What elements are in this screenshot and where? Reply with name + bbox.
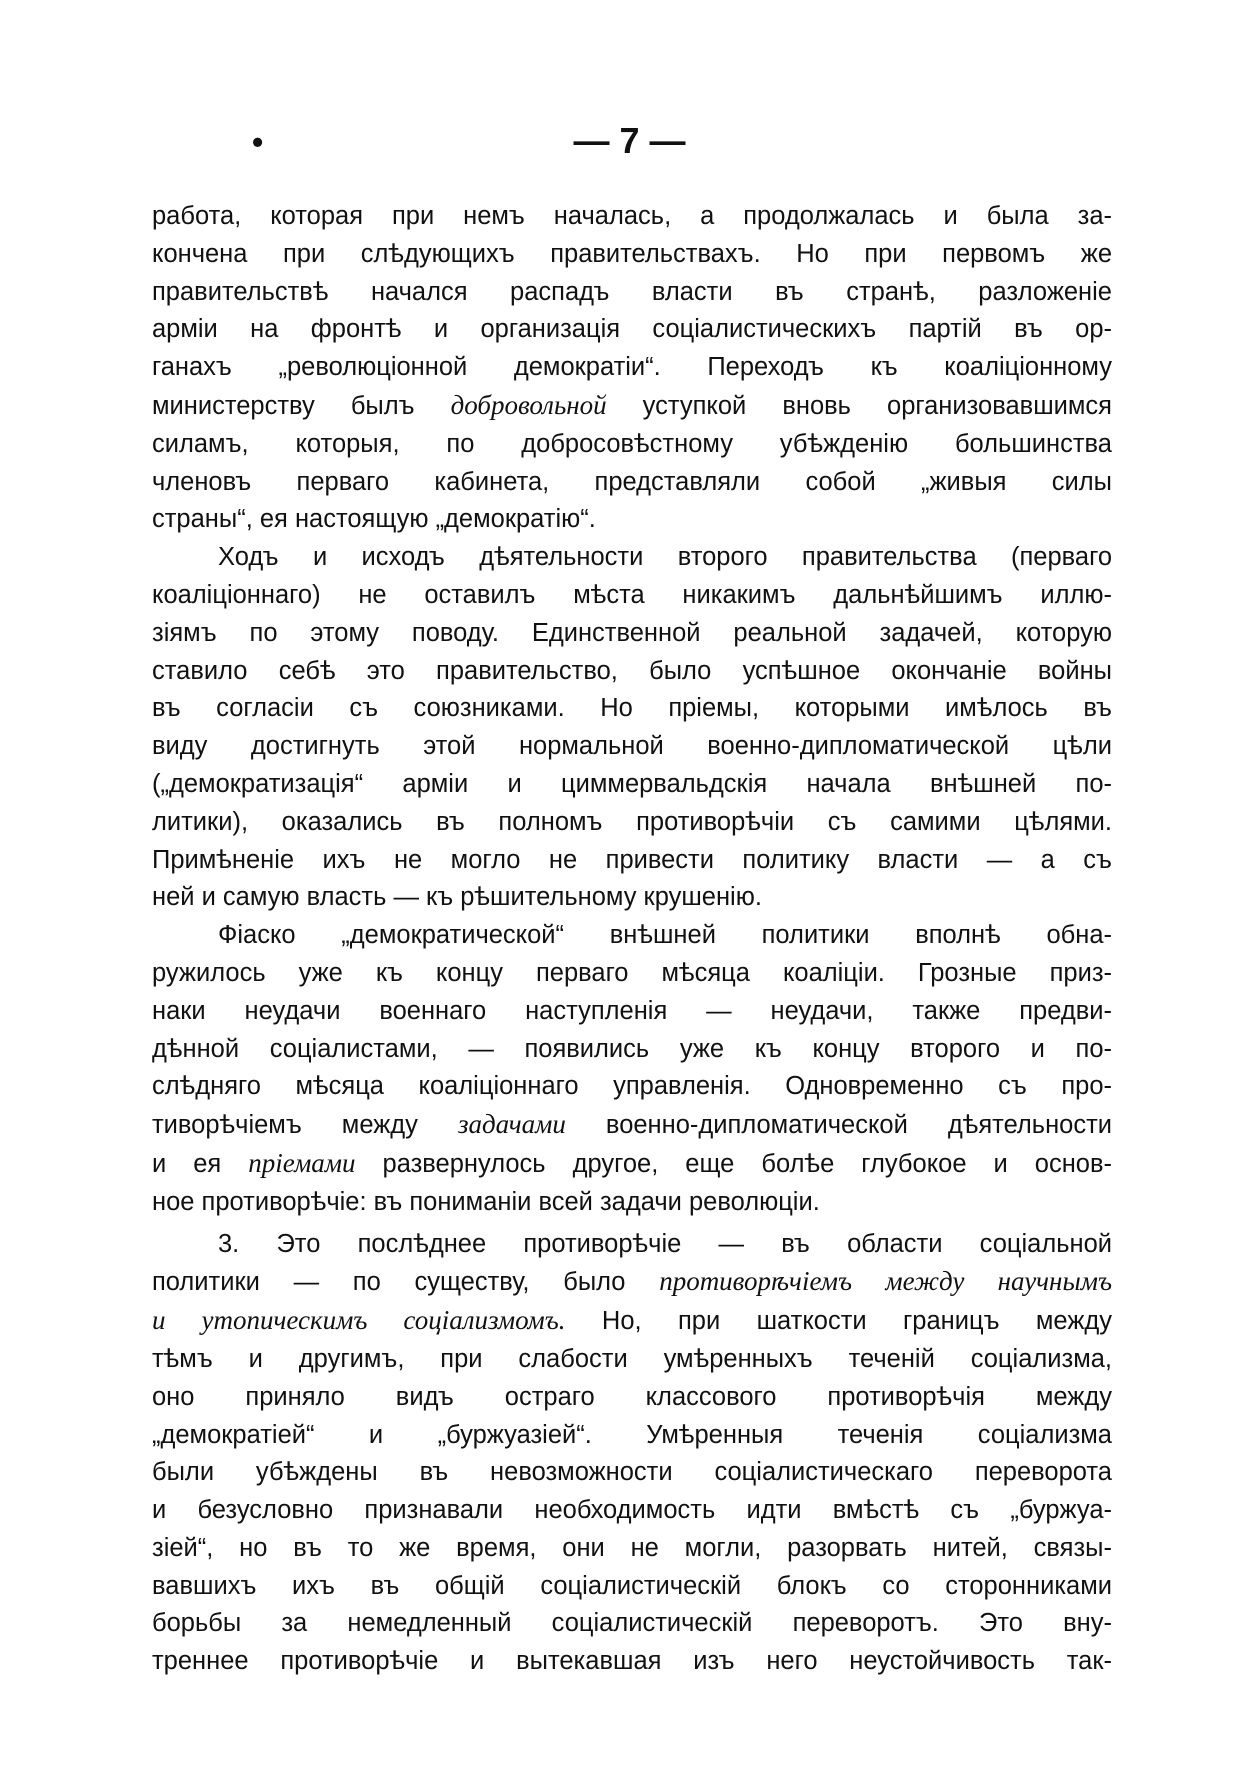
text-line: силамъ, которыя, по добросовѣстному убѣжденію большинства bbox=[152, 429, 1112, 458]
text-line bbox=[152, 1106, 1112, 1145]
text-segment: военно-дипломатической дѣятельности bbox=[565, 1111, 1112, 1140]
text-line: тѣмъ и другимъ, при слабости умѣренныхъ теченій соціализма, bbox=[152, 1344, 1112, 1373]
text-line: литики), оказались въ полномъ противорѣчіи съ самими цѣлями. bbox=[152, 807, 1112, 836]
text-line: слѣдняго мѣсяца коаліціоннаго управленія. Одновременно съ про- bbox=[152, 1072, 1112, 1101]
text-segment: политики — по существу, было bbox=[152, 1268, 660, 1297]
text-line bbox=[152, 387, 1112, 426]
text-line bbox=[152, 1302, 1112, 1341]
text-segment: тиворѣчіемъ между bbox=[152, 1111, 458, 1140]
text-segment: развернулось другое, еще болѣе глубокое и основ- bbox=[355, 1149, 1112, 1178]
text-line: ганахъ „революціонной демократіи“. Переходъ къ коаліціонному bbox=[152, 353, 1112, 382]
text-line: Ходъ и исходъ дѣятельности второго правительства (перваго bbox=[218, 543, 1112, 572]
italic-text: противорѣчіемъ между научнымъ bbox=[659, 1266, 1112, 1297]
text-line: Примѣненіе ихъ не могло не привести политику власти — а съ bbox=[152, 845, 1112, 874]
text-line: Фіаско „демократической“ внѣшней политики вполнѣ обна- bbox=[218, 921, 1112, 950]
text-line bbox=[152, 1263, 1112, 1302]
italic-text: добровольной bbox=[450, 389, 607, 420]
text-line: въ согласіи съ союзниками. Но пріемы, которыми имѣлось въ bbox=[152, 694, 1112, 723]
text-line: ставило себѣ это правительство, было успѣшное окончаніе войны bbox=[152, 656, 1112, 685]
body-text bbox=[152, 198, 1112, 1681]
text-line: виду достигнуть этой нормальной военно-дипломатической цѣли bbox=[152, 732, 1112, 761]
text-line: были убѣждены въ невозможности соціалистическаго переворота bbox=[152, 1458, 1112, 1487]
page-header bbox=[0, 120, 1259, 162]
text-line: ней и самую власть — къ рѣшительному крушенію. bbox=[152, 883, 762, 912]
text-line: оно приняло видъ остраго классового противорѣчія между bbox=[152, 1382, 1112, 1411]
text-line: зіямъ по этому поводу. Единственной реальной задачей, которую bbox=[152, 618, 1112, 647]
text-line: правительствѣ начался распадъ власти въ странѣ, разложеніе bbox=[152, 277, 1112, 306]
text-line: зіей“, но въ то же время, они не могли, разорвать нитей, связы- bbox=[152, 1533, 1112, 1562]
text-segment: Но, при шаткости границъ между bbox=[565, 1307, 1112, 1336]
text-line: работа, которая при немъ началась, а продолжалась и была за- bbox=[152, 202, 1112, 230]
text-segment: и ея bbox=[152, 1149, 249, 1178]
text-line: кончена при слѣдующихъ правительствахъ. Но при первомъ же bbox=[152, 239, 1112, 268]
italic-text: и утопическимъ соціализмомъ. bbox=[152, 1305, 566, 1336]
text-line: наки неудачи военнаго наступленія — неудачи, также предви- bbox=[152, 996, 1112, 1025]
text-line: членовъ перваго кабинета, представляли собой „живыя силы bbox=[152, 467, 1112, 496]
text-line: ружилось уже къ концу перваго мѣсяца коаліціи. Грозные приз- bbox=[152, 958, 1112, 987]
text-line: дѣнной соціалистами, — появились уже къ концу второго и по- bbox=[152, 1034, 1112, 1063]
text-line: арміи на фронтѣ и организація соціалистическихъ партій въ ор- bbox=[152, 315, 1112, 344]
italic-text: пріемами bbox=[248, 1147, 356, 1178]
text-line: („демократизація“ арміи и циммервальдскія начала внѣшней по- bbox=[152, 769, 1112, 798]
text-line: коаліціоннаго) не оставилъ мѣста никакимъ дальнѣйшимъ иллю- bbox=[152, 580, 1112, 609]
text-line: треннее противорѣчіе и вытекавшая изъ него неустойчивость так- bbox=[152, 1647, 1112, 1676]
page-marker: • bbox=[252, 124, 264, 160]
text-line: и безусловно признавали необходимость идти вмѣстѣ съ „буржуа- bbox=[152, 1496, 1112, 1525]
text-line: ное противорѣчіе: въ пониманіи всей задачи революціи. bbox=[152, 1187, 820, 1216]
text-line: вавшихъ ихъ въ общій соціалистическій блокъ со сторонниками bbox=[152, 1571, 1112, 1600]
text-line: страны“, ея настоящую „демократію“. bbox=[152, 505, 596, 534]
text-line: борьбы за немедленный соціалистическій переворотъ. Это вну- bbox=[152, 1609, 1112, 1638]
text-line bbox=[152, 1145, 1112, 1184]
text-segment: министерству былъ bbox=[152, 391, 451, 420]
text-line: 3. Это послѣднее противорѣчіе — въ области соціальной bbox=[218, 1229, 1112, 1258]
text-line: „демократіей“ и „буржуазіей“. Умѣренныя теченія соціализма bbox=[152, 1420, 1112, 1449]
italic-text: задачами bbox=[457, 1109, 566, 1140]
page-number: — 7 — bbox=[573, 120, 686, 161]
text-segment: уступкой вновь организовавшимся bbox=[606, 391, 1112, 420]
